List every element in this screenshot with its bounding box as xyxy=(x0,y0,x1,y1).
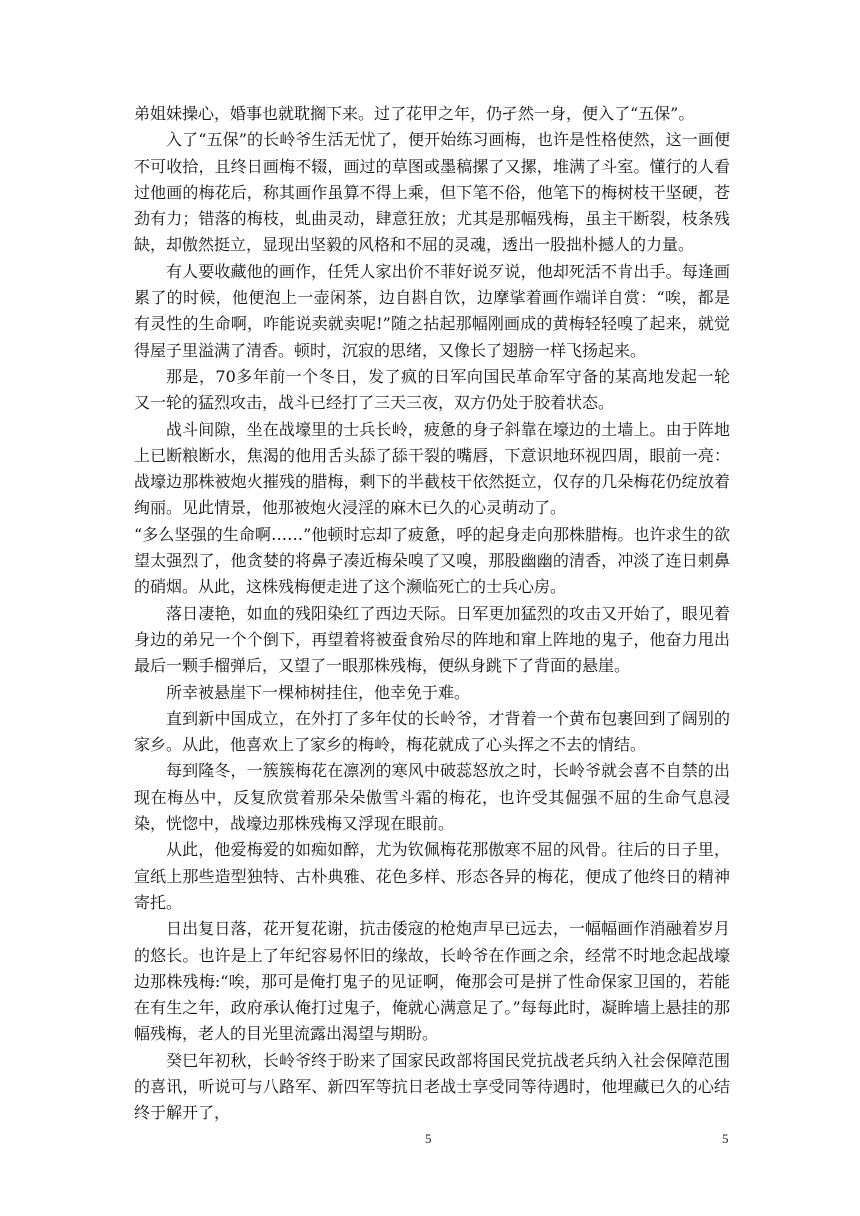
paragraph: 直到新中国成立，在外打了多年仗的长岭爷，才背着一个黄布包裹回到了阔别的家乡。从此，他喜欢上了家乡的梅岭，梅花就成了心头挥之不去的情结。 xyxy=(134,708,730,755)
paragraph: 所幸被悬崖下一棵柿树挂住，他幸免于难。 xyxy=(166,682,471,702)
paragraph: 入了“五保”的长岭爷生活无忧了，便开始练习画梅，也许是性格使然，这一画便不可收拾，且终日画梅不辍，画过的草图或墨稿摞了又摞，堆满了斗室。懂行的人看过他画的梅花后，称其画作虽算不得上乘，但下笔不俗，他笔下的梅树枝干坚硬，苍劲有力；错落的梅枝，虬曲灵动，肆意狂放；尤其是那幅残梅，虽主干断裂，枝条残缺，却傲然挺立，显现出坚毅的风格和不屈的灵魂，透出一股拙朴撼人的力量。 xyxy=(134,130,730,255)
paragraph: 从此，他爱梅爱的如痴如醉，尤为钦佩梅花那傲寒不屈的风骨。往后的日子里，宣纸上那些造型独特、古朴典雅、花色多样、形态各异的梅花，便成了他终日的精神寄托。 xyxy=(134,840,730,912)
paragraph: 弟姐妹操心，婚事也就耽搁下来。过了花甲之年，仍孑然一身，便入了“五保”。 xyxy=(134,104,695,123)
paragraph: “多么坚强的生命啊……”他顿时忘却了疲惫，呼的起身走向那株腊梅。也许求生的欲望太强烈了，他贪婪的将鼻子凑近梅朵嗅了又嗅，那股幽幽的清香，冲淡了连日刺鼻的硝烟。从此，这株残梅便走进了这个濒临死亡的士兵心房。 xyxy=(134,524,730,597)
paragraph: 癸巳年初秋，长岭爷终于盼来了国家民政部将国民党抗战老兵纳入社会保障范围的喜讯，听说可与八路军、新四军等抗日老战士享受同等待遇时，他埋藏已久的心结终于解开了， xyxy=(134,1050,730,1123)
paragraph: 日出复日落，花开复花谢，抗击倭寇的枪炮声早已远去，一幅幅画作消融着岁月的悠长。也许是上了年纪容易怀旧的缘故，长岭爷在作画之余，经常不时地念起战壕边那株残梅:“唉，那可是俺打鬼子的见证啊，俺那会可是拼了性命保家卫国的，若能在有生之年，政府承认俺打过鬼子，俺就心满意足了。”每每此时，凝眸墙上悬挂的那幅残梅，老人的目光里流露出渴望与期盼。 xyxy=(134,919,730,1044)
paragraph: 每到隆冬，一簇簇梅花在凛冽的寒风中破蕊怒放之时，长岭爷就会喜不自禁的出现在梅丛中，反复欣赏着那朵朵傲雪斗霜的梅花，也许受其倔强不屈的生命气息浸染，恍惚中，战壕边那株残梅又浮现在眼前。 xyxy=(134,761,730,834)
body-text xyxy=(134,101,730,1127)
page-number-center: 5 xyxy=(425,1131,432,1146)
paragraph: 那是，70多年前一个冬日，发了疯的日军向国民革命军守备的某高地发起一轮又一轮的猛烈攻击，战斗已经打了三天三夜，双方仍处于胶着状态。 xyxy=(134,366,730,413)
paragraph: 有人要收藏他的画作，任凭人家出价不菲好说歹说，他却死活不肯出手。每逢画累了的时候，他便泡上一壶闲茶，边自斟自饮，边摩挲着画作端详自赏：“唉，都是有灵性的生命啊，咋能说卖就卖呢!”随之拈起那幅刚画成的黄梅轻轻嗅了起来，就觉得屋子里溢满了清香。顿时，沉寂的思绪，又像长了翅膀一样飞扬起来。 xyxy=(134,261,730,360)
paragraph: 战斗间隙，坐在战壕里的士兵长岭，疲惫的身子斜靠在壕边的土墙上。由于阵地上已断粮断水，焦渴的他用舌头舔了舔干裂的嘴唇，下意识地环视四周，眼前一亮：战壕边那株被炮火摧残的腊梅，剩下的半截枝干依然挺立，仅存的几朵梅花仍绽放着绚丽。见此情景，他那被炮火浸淫的麻木已久的心灵萌动了。 xyxy=(134,419,730,518)
page-number-right: 5 xyxy=(722,1131,729,1146)
paragraph: 落日凄艳，如血的残阳染红了西边天际。日军更加猛烈的攻击又开始了，眼见着身边的弟兄一个个倒下，再望着将被蚕食殆尽的阵地和窜上阵地的鬼子，他奋力甩出最后一颗手榴弹后，又望了一眼那株残梅，便纵身跳下了背面的悬崖。 xyxy=(134,603,730,676)
